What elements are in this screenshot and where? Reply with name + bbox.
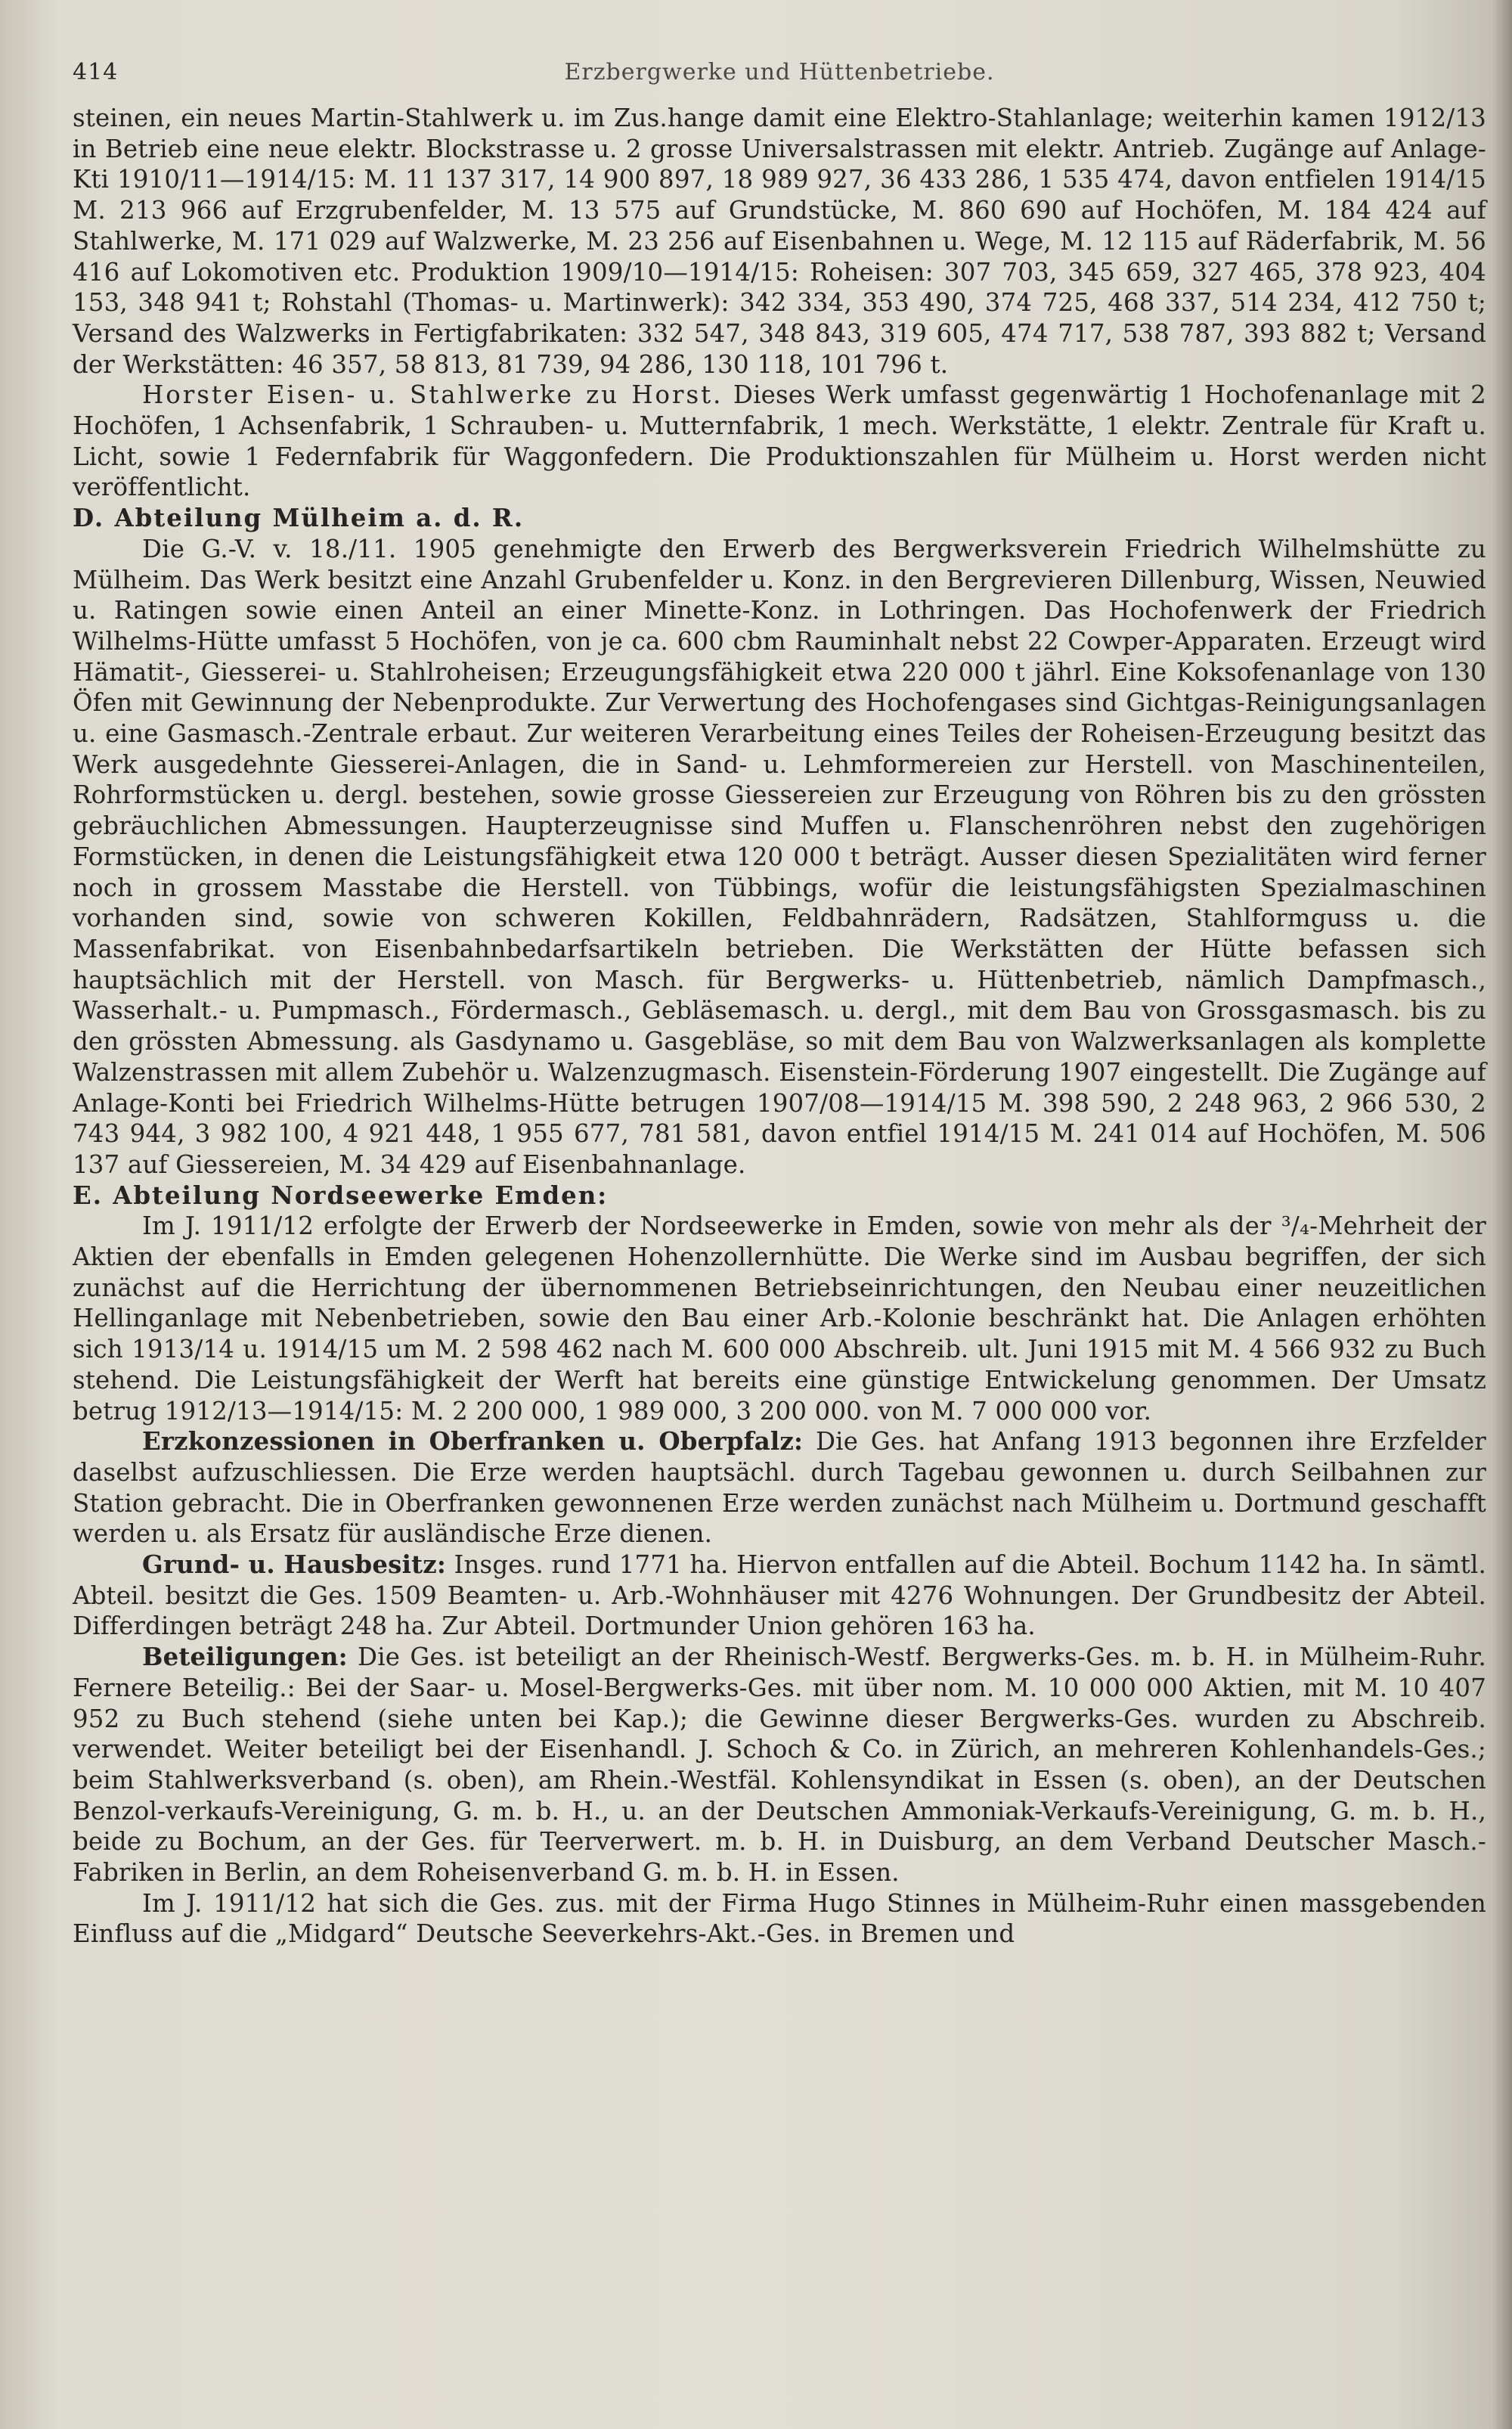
horst-text: Dieses Werk umfasst gegenwärtig 1 Hochofenanlage mit 2 Hochöfen, 1 Achsenfabrik, 1 Schrauben- u. Mutternfabrik, 1 mech. Werkstätte, 1 elektr. Zentrale für Kraft u. Licht, sowie 1 Federnfabrik für Waggonfedern. Die Produktionszahlen für Mülheim u. Horst werden nicht veröffentlicht.: [73, 380, 1486, 502]
grundbesitz-text: Insges. rund 1771 ha. Hiervon entfallen auf die Abteil. Bochum 1142 ha. In sämtl. Abteil. besitzt die Ges. 1509 Beamten- u. Arb.-Wohnhäuser mit 4276 Wohnungen. Der Grundbesitz der Abteil. Differdingen beträgt 248 ha. Zur Abteil. Dortmunder Union gehören 163 ha.: [73, 1550, 1486, 1641]
paragraph-emden: Im J. 1911/12 erfolgte der Erwerb der Nordseewerke in Emden, sowie von mehr als der ³/₄-Mehrheit der Aktien der ebenfalls in Emden gelegenen Hohenzollernhütte. Die Werke sind im Ausbau begriffen, der sich zunächst auf die Herrichtung der übernommenen Betriebseinrichtungen, den Neubau einer neuzeitlichen Hellinganlage mit Nebenbetrieben, sowie den Bau einer Arb.-Kolonie beschränkt hat. Die Anlagen erhöhten sich 1913/14 u. 1914/15 um M. 2 598 462 nach M. 600 000 Abschreib. ult. Juni 1915 mit M. 4 566 932 zu Buch stehend. Die Leistungsfähigkeit der Werft hat bereits eine günstige Entwickelung genommen. Der Umsatz betrug 1912/13—1914/15: M. 2 200 000, 1 989 000, 3 200 000. von M. 7 000 000 vor.: [73, 1211, 1486, 1425]
beteiligungen-text: Die Ges. ist beteiligt an der Rheinisch-Westf. Bergwerks-Ges. m. b. H. in Mülheim-Ruhr. Fernere Beteilig.: Bei der Saar- u. Mosel-Bergwerks-Ges. mit über nom. M. 10 000 000 Aktien, mit M. 10 407 952 zu Buch stehend (siehe unten bei Kap.); die Gewinne dieser Bergwerks-Ges. wurden zu Abschreib. verwendet. Weiter beteiligt bei der Eisenhandl. J. Schoch & Co. in Zürich, an mehreren Kohlenhandels-Ges.; beim Stahlwerksverband (s. oben), am Rhein.-Westfäl. Kohlensyndikat in Essen (s. oben), an der Deutschen Benzol-verkaufs-Vereinigung, G. m. b. H., u. an der Deutschen Ammoniak-Verkaufs-Vereinigung, G. m. b. H., beide zu Bochum, an der Ges. für Teerverwert. m. b. H. in Duisburg, an dem Verband Deutscher Masch.-Fabriken in Berlin, an dem Roheisenverband G. m. b. H. in Essen.: [73, 1643, 1486, 1888]
paragraph-erzkonzessionen: [73, 1426, 1486, 1550]
running-title: Erzbergwerke und Hüttenbetriebe.: [564, 59, 995, 85]
paragraph-beteiligungen: [73, 1642, 1486, 1888]
paragraph-muelheim: Die G.-V. v. 18./11. 1905 genehmigte den Erwerb des Bergwerksverein Friedrich Wilhelmshütte zu Mülheim. Das Werk besitzt eine Anzahl Grubenfelder u. Konz. in den Bergrevieren Dillenburg, Wissen, Neuwied u. Ratingen sowie einen Anteil an einer Minette-Konz. in Lothringen. Das Hochofenwerk der Friedrich Wilhelms-Hütte umfasst 5 Hochöfen, von je ca. 600 cbm Rauminhalt nebst 22 Cowper-Apparaten. Erzeugt wird Hämatit-, Giesserei- u. Stahlroheisen; Erzeugungsfähigkeit etwa 220 000 t jährl. Eine Koksofenanlage von 130 Öfen mit Gewinnung der Nebenprodukte. Zur Verwertung des Hochofengases sind Gichtgas-Reinigungsanlagen u. eine Gasmasch.-Zentrale erbaut. Zur weiteren Verarbeitung eines Teiles der Roheisen-Erzeugung besitzt das Werk ausgedehnte Giesserei-Anlagen, die in Sand- u. Lehmformereien zur Herstell. von Maschinenteilen, Rohrformstücken u. dergl. bestehen, sowie grosse Giessereien zur Erzeugung von Röhren bis zu den grössten gebräuchlichen Abmessungen. Haupterzeugnisse sind Muffen u. Flanschenröhren nebst den zugehörigen Formstücken, in denen die Leistungsfähigkeit etwa 120 000 t beträgt. Ausser diesen Spezialitäten wird ferner noch in grossem Masstabe die Herstell. von Tübbings, wofür die leistungsfähigsten Spezialmaschinen vorhanden sind, sowie von schweren Kokillen, Feldbahnrädern, Radsätzen, Stahlformguss u. die Massenfabrikat. von Eisenbahnbedarfsartikeln betrieben. Die Werkstätten der Hütte befassen sich hauptsächlich mit der Herstell. von Masch. für Bergwerks- u. Hüttenbetrieb, nämlich Dampfmasch., Wasserhalt.- u. Pumpmasch., Fördermasch., Gebläsemasch. u. dergl., mit dem Bau von Grossgasmasch. bis zu den grössten Abmessung. als Gasdynamo u. Gasgebläse, so mit dem Bau von Walzwerksanlagen als komplette Walzenstrassen mit allem Zubehör u. Walzenzugmasch. Eisenstein-Förderung 1907 eingestellt. Die Zugänge auf Anlage-Konti bei Friedrich Wilhelms-Hütte betrugen 1907/08—1914/15 M. 398 590, 2 248 963, 2 966 530, 2 743 944, 3 982 100, 4 921 448, 1 955 677, 781 581, davon entfiel 1914/15 M. 241 014 auf Hochöfen, M. 506 137 auf Giessereien, M. 34 429 auf Eisenbahnanlage.: [73, 534, 1486, 1179]
horst-lead: Horster Eisen- u. Stahlwerke zu Horst.: [142, 380, 723, 410]
erzkonzessionen-text: Die Ges. hat Anfang 1913 begonnen ihre Erzfelder daselbst aufzuschliessen. Die Erze werden hauptsächl. durch Tagebau gewonnen u. durch Seilbahnen zur Station gebracht. Die in Oberfranken gewonnenen Erze werden zunächst nach Mülheim u. Dortmund geschafft werden u. als Ersatz für ausländische Erze dienen.: [73, 1427, 1486, 1549]
section-heading-e: E. Abteilung Nordseewerke Emden:: [73, 1180, 609, 1210]
body-text: [73, 103, 1486, 1950]
paragraph-continuation: steinen, ein neues Martin-Stahlwerk u. im Zus.hange damit eine Elektro-Stahlanlage; weiterhin kamen 1912/13 in Betrieb eine neue elektr. Blockstrasse u. 2 grosse Universalstrassen mit elektr. Antrieb. Zugänge auf Anlage-Kti 1910/11—1914/15: M. 11 137 317, 14 900 897, 18 989 927, 36 433 286, 1 535 474, davon entfielen 1914/15 M. 213 966 auf Erzgrubenfelder, M. 13 575 auf Grundstücke, M. 860 690 auf Hochöfen, M. 184 424 auf Stahlwerke, M. 171 029 auf Walzwerke, M. 23 256 auf Eisenbahnen u. Wege, M. 12 115 auf Räderfabrik, M. 56 416 auf Lokomotiven etc. Produktion 1909/10—1914/15: Roheisen: 307 703, 345 659, 327 465, 378 923, 404 153, 348 941 t; Rohstahl (Thomas- u. Martinwerk): 342 334, 353 490, 374 725, 468 337, 514 234, 412 750 t; Versand des Walzwerks in Fertigfabrikaten: 332 547, 348 843, 319 605, 474 717, 538 787, 393 882 t; Versand der Werkstätten: 46 357, 58 813, 81 739, 94 286, 130 118, 101 796 t.: [73, 104, 1486, 379]
paragraph-horst: [73, 380, 1486, 503]
beteiligungen-lead: Beteiligungen:: [142, 1643, 348, 1672]
paragraph-midgard: Im J. 1911/12 hat sich die Ges. zus. mit der Firma Hugo Stinnes in Mülheim-Ruhr einen massgebenden Einfluss auf die „Midgard“ Deutsche Seeverkehrs-Akt.-Ges. in Bremen und: [73, 1888, 1486, 1949]
section-heading-d: D. Abteilung Mülheim a. d. R.: [73, 504, 525, 533]
paragraph-grundbesitz: [73, 1550, 1486, 1642]
page-header: [73, 59, 1486, 103]
page-number: 414: [73, 59, 119, 85]
erzkonzessionen-lead: Erzkonzessionen in Oberfranken u. Oberpfalz:: [142, 1427, 804, 1456]
grundbesitz-lead: Grund- u. Hausbesitz:: [142, 1550, 446, 1580]
